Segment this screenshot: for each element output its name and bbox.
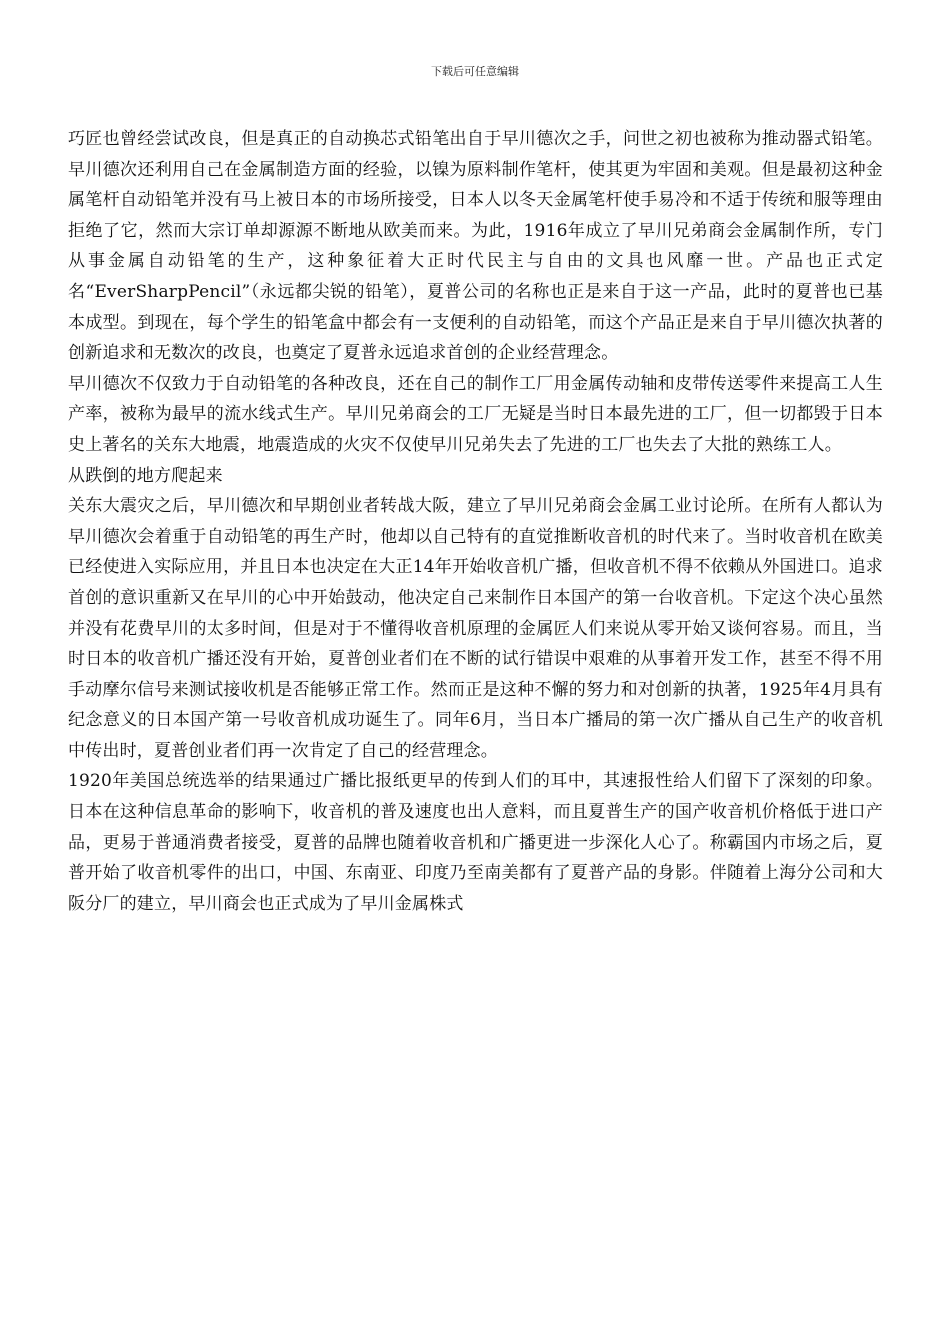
page-header: 下载后可任意编辑 — [431, 65, 519, 78]
paragraph-2: 早川德次不仅致力于自动铅笔的各种改良，还在自己的制作工厂用金属传动轴和皮带传送零件来提高工人生产率，被称为最早的流水线式生产。早川兄弟商会的工厂无疑是当时日本最先进的工厂，但一切都毁于日本史上著名的关东大地震，地震造成的火灾不仅使早川兄弟失去了先进的工厂也失去了大批的熟练工人。 — [68, 373, 883, 455]
document-body — [68, 124, 883, 919]
paragraph-4: 1920年美国总统选举的结果通过广播比报纸更早的传到人们的耳中，其速报性给人们留下了深刻的印象。日本在这种信息革命的影响下，收音机的普及速度也出人意料，而且夏普生产的国产收音机价格低于进口产品，更易于普通消费者接受，夏普的品牌也随着收音机和广播更进一步深化人心了。称霸国内市场之后，夏普开始了收音机零件的出口，中国、东南亚、印度乃至南美都有了夏普产品的身影。伴随着上海分公司和大阪分厂的建立，早川商会也正式成为了早川金属株式 — [68, 771, 883, 914]
paragraph-3: 关东大震灾之后，早川德次和早期创业者转战大阪，建立了早川兄弟商会金属工业讨论所。在所有人都认为早川德次会着重于自动铅笔的再生产时，他却以自己特有的直觉推断收音机的时代来了。当时收音机在欧美已经使进入实际应用，并且日本也决定在大正14年开始收音机广播，但收音机不得不依赖从外国进口。追求首创的意识重新又在早川的心中开始鼓动，他决定自己来制作日本国产的第一台收音机。下定这个决心虽然并没有花费早川的太多时间，但是对于不懂得收音机原理的金属匠人们来说从零开始又谈何容易。而且，当时日本的收音机广播还没有开始，夏普创业者们在不断的试行错误中艰难的从事着开发工作，甚至不得不用手动摩尔信号来测试接收机是否能够正常工作。然而正是这种不懈的努力和对创新的执著，1925年4月具有纪念意义的日本国产第一号收音机成功诞生了。同年6月，当日本广播局的第一次广播从自己生产的收音机中传出时，夏普创业者们再一次肯定了自己的经营理念。 — [68, 496, 883, 761]
section-heading: 从跌倒的地方爬起来 — [68, 465, 223, 486]
paragraph-1: 巧匠也曾经尝试改良，但是真正的自动换芯式铅笔出自于早川德次之手，问世之初也被称为推动器式铅笔。早川德次还利用自己在金属制造方面的经验，以镍为原料制作笔杆，使其更为牢固和美观。但是最初这种金属笔杆自动铅笔并没有马上被日本的市场所接受，日本人以冬天金属笔杆使手易冷和不适于传统和服等理由拒绝了它，然而大宗订单却源源不断地从欧美而来。为此，1916年成立了早川兄弟商会金属制作所，专门从事金属自动铅笔的生产，这种象征着大正时代民主与自由的文具也风靡一世。产品也正式定名“EverSharpPencil”（永远都尖锐的铅笔），夏普公司的名称也正是来自于这一产品，此时的夏普也已基本成型。到现在，每个学生的铅笔盒中都会有一支便利的自动铅笔，而这个产品正是来自于早川德次执著的创新追求和无数次的改良，也奠定了夏普永远追求首创的企业经营理念。 — [68, 129, 883, 364]
